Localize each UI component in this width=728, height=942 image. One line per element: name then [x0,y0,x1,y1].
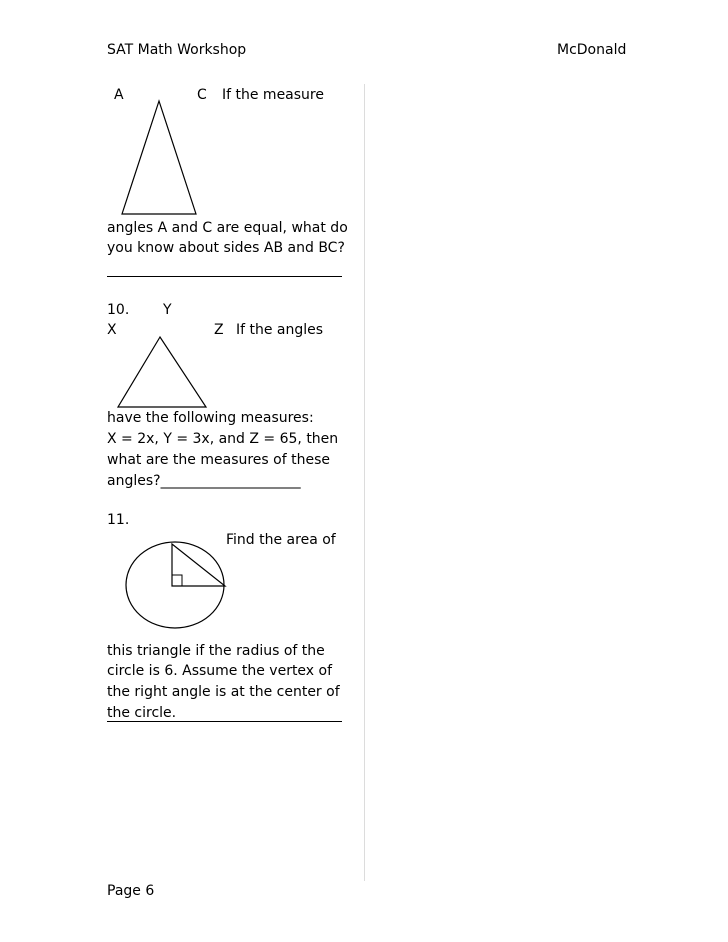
problem9-text-start: If the measure [222,87,324,103]
problem11-answer-line [107,721,342,722]
problem10-text-line3: X = 2x, Y = 3x, and Z = 65, then [107,431,339,447]
problem11-text-line3: circle is 6. Assume the vertex of [107,663,333,679]
circle [126,542,224,628]
header-title: SAT Math Workshop [107,42,247,58]
problem10-text-line5: angles?____________________ [107,473,301,489]
label-c: C [197,87,207,103]
triangle-xyz [118,337,206,407]
problem11-text-line2: this triangle if the radius of the [107,643,325,659]
problem11-text-start: Find the area of [226,532,336,548]
problem10-number: 10. [107,302,130,318]
label-z: Z [214,322,224,338]
problem11-number: 11. [107,512,130,528]
problem10-text-start: If the angles [236,322,324,338]
right-triangle [172,544,225,586]
problem9-answer-line [107,276,342,277]
page-number: Page 6 [107,883,155,899]
problem9-text-line2: angles A and C are equal, what do [107,220,348,236]
right-angle-marker [172,575,182,586]
problem9-text-line3: you know about sides AB and BC? [107,240,345,256]
isosceles-triangle [122,101,196,214]
label-a: A [114,87,124,103]
problem11-text-line5: the circle. [107,705,177,721]
header-author: McDonald [557,42,627,58]
problem10-text-line2: have the following measures: [107,410,314,426]
label-x: X [107,322,117,338]
problem10-text-line4: what are the measures of these [107,452,330,468]
problem11-text-line4: the right angle is at the center of [107,684,340,700]
label-y: Y [163,302,172,318]
